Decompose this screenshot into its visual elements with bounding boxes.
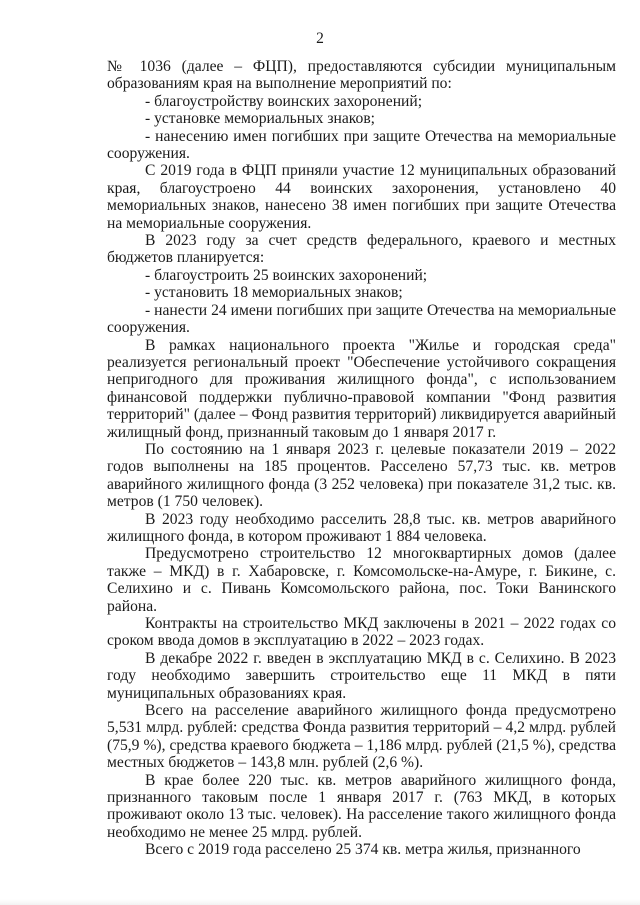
list-item: - благоустройству воинских захоронений;	[145, 92, 423, 110]
paragraph: В 2023 году необходимо расселить 28,8 тыс. кв. метров аварийного жилищного фонда, в котором проживают 1 884 человека.	[107, 510, 616, 545]
list-item: - благоустроить 25 воинских захоронений;	[145, 266, 428, 284]
page-bottom-edge	[0, 899, 640, 905]
paragraph: С 2019 года в ФЦП приняли участие 12 муниципальных образований края, благоустроено 44 воинских захоронения, установлено 40 мемориальных знаков, нанесено 38 имен погибших при защите Отечества на мемориальные сооружения.	[107, 162, 616, 232]
paragraph: Контракты на строительство МКД заключены в 2021 – 2022 годах со сроком ввода домов в эксплуатацию в 2022 – 2023 годах.	[107, 615, 616, 650]
paragraph: Предусмотрено строительство 12 многоквартирных домов (далее также – МКД) в г. Хабаровске, г. Комсомольске-на-Амуре, г. Бикине, с. Селихино и с. Пивань Комсомольского района, пос. Токи Ванинского района.	[107, 545, 616, 615]
paragraph: По состоянию на 1 января 2023 г. целевые показатели 2019 – 2022 годов выполнены на 185 процентов. Расселено 57,73 тыс. кв. метров аварийного жилищного фонда (3 252 человека) при показателе 31,2 тыс. кв. метров (1 750 человек).	[107, 440, 616, 511]
paragraph: В декабре 2022 г. введен в эксплуатацию МКД в с. Селихино. В 2023 году необходимо завершить строительство еще 11 МКД в пяти муниципальных образованиях края.	[107, 649, 616, 702]
list-item: - нанести 24 имени погибших при защите Отечества на мемориальные сооружения.	[107, 301, 616, 337]
paragraph: В крае более 220 тыс. кв. метров аварийного жилищного фонда, признанного таковым после 1 января 2017 г. (763 МКД, в которых проживают около 13 тыс. человек). На расселение такого жилищного фонда необходимо не менее 25 млрд. рублей.	[107, 771, 616, 841]
paragraph: В рамках национального проекта "Жилье и городская среда" реализуется региональный проект "Обеспечение устойчивого сокращения непригодного для проживания жилищного фонда", с использованием финансовой поддержки публично-правовой компании "Фонд развития территорий" (далее – Фонд развития территорий) ликвидируется аварийный жилищный фонд, признанный таковым до 1 января 2017 г.	[107, 336, 616, 441]
paragraph: № 1036 (далее – ФЦП), предоставляются субсидии муниципальным образованиям края на выполнение мероприятий по:	[107, 58, 616, 93]
paragraph: В 2023 году за счет средств федерального, краевого и местных бюджетов планируется:	[107, 232, 616, 267]
paragraph: Всего с 2019 года расселено 25 374 кв. метра жилья, признанного	[145, 841, 581, 859]
document-body	[107, 58, 616, 859]
list-item: - установить 18 мемориальных знаков;	[145, 284, 403, 302]
page-number: 2	[316, 30, 324, 47]
list-item: - нанесению имен погибших при защите Отечества на мемориальные сооружения.	[107, 127, 616, 163]
paragraph: Всего на расселение аварийного жилищного фонда предусмотрено 5,531 млрд. рублей: средства Фонда развития территорий – 4,2 млрд. рублей (75,9 %), средства краевого бюджета – 1,186 млрд. рублей (21,5 %), средства местных бюджетов – 143,8 млн. рублей (2,6 %).	[107, 702, 616, 772]
list-item: - установке мемориальных знаков;	[145, 110, 376, 128]
